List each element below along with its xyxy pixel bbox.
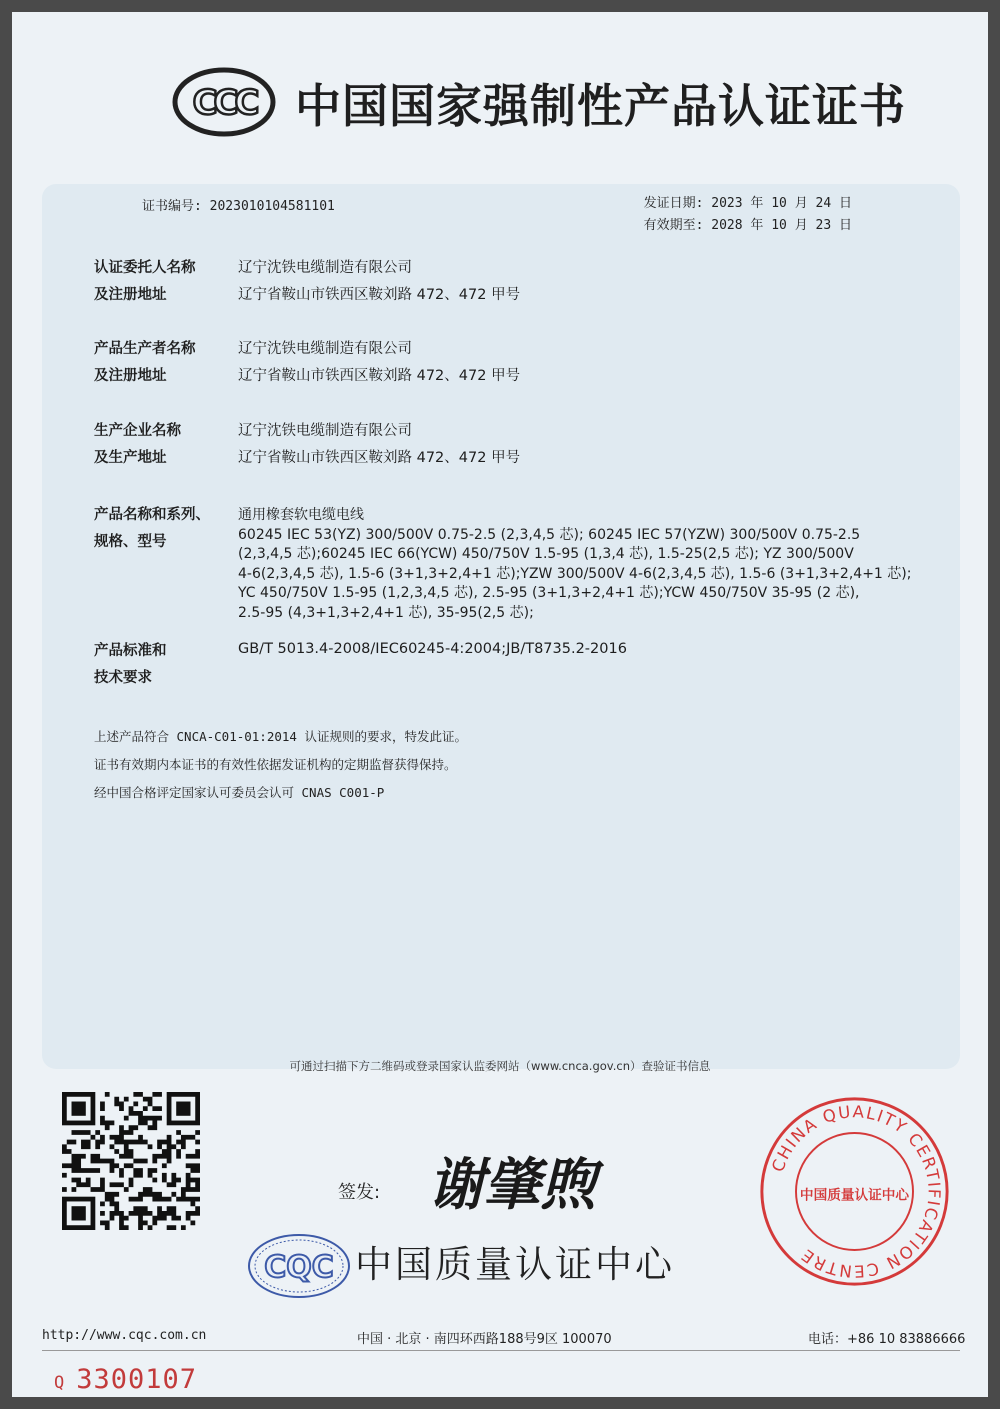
product-label-1: 产品名称和系列、 <box>94 507 210 523</box>
product-description <box>238 506 918 623</box>
factory-label-2: 及生产地址 <box>94 450 167 466</box>
manufacturer-label-1: 产品生产者名称 <box>94 341 196 357</box>
cqc-logo-text: CQC <box>264 1250 334 1285</box>
product-line: (2,3,4,5 芯);60245 IEC 66(YCW) 450/750V 1.5-95 (1,3,4 芯), 1.5-25(2,5 芯); YZ 300/500V <box>238 546 854 562</box>
certificate-dates <box>644 193 852 237</box>
seal-inner-text: 中国质量认证中心 <box>799 1187 910 1204</box>
factory-label-1: 生产企业名称 <box>94 423 181 439</box>
ccc-logo-text: CCC <box>192 83 256 123</box>
factory-address: 辽宁省鞍山市铁西区鞍刘路 472、472 甲号 <box>238 450 521 466</box>
footer-url[interactable]: http://www.cqc.com.cn <box>42 1328 207 1343</box>
serial-value: 3300107 <box>76 1364 198 1395</box>
certificate-page <box>12 12 988 1397</box>
product-line: YC 450/750V 1.5-95 (1,2,3,4,5 芯), 2.5-95 (3+1,3+2,4+1 芯);YCW 450/750V 35-95 (2 芯), <box>238 585 860 601</box>
footer-address: 中国 · 北京 · 南四环西路188号9区 100070 <box>357 1332 612 1347</box>
note-line: 经中国合格评定国家认可委员会认可 CNAS C001-P <box>94 785 385 800</box>
seal-outer-text: CHINA QUALITY CERTIFICATION CENTRE <box>768 1102 944 1281</box>
serial-prefix: Q <box>54 1373 65 1393</box>
applicant-label-2: 及注册地址 <box>94 287 167 303</box>
applicant-name: 辽宁沈铁电缆制造有限公司 <box>238 260 412 276</box>
ccc-logo-icon <box>172 67 276 137</box>
issue-date <box>644 193 852 215</box>
certificate-number-label: 证书编号: <box>142 199 202 214</box>
product-line: 4-6(2,3,4,5 芯), 1.5-6 (3+1,3+2,4+1 芯);YZW 300/500V 4-6(2,3,4,5 芯), 1.5-6 (3+1,3+2,4+1 芯); <box>238 565 912 582</box>
qr-code-icon[interactable] <box>62 1092 200 1230</box>
serial-number <box>54 1364 197 1395</box>
product-line: 60245 IEC 53(YZ) 300/500V 0.75-2.5 (2,3,4,5 芯); 60245 IEC 57(YZW) 300/500V 0.75-2.5 <box>238 526 861 543</box>
applicant-label-1: 认证委托人名称 <box>94 260 196 276</box>
note-line: 上述产品符合 CNCA-C01-01:2014 认证规则的要求，特发此证。 <box>94 729 467 744</box>
applicant-address: 辽宁省鞍山市铁西区鞍刘路 472、472 甲号 <box>238 287 521 303</box>
page-title: 中国国家强制性产品认证证书 <box>295 79 906 133</box>
footer-divider <box>42 1350 960 1351</box>
product-line: 通用橡套软电缆电线 <box>238 507 364 523</box>
verification-note: 可通过扫描下方二维码或登录国家认监委网站（www.cnca.gov.cn）查验证书信息 <box>289 1059 711 1073</box>
expiry-date <box>644 215 852 237</box>
note-line: 证书有效期内本证书的有效性依据发证机构的定期监督获得保持。 <box>94 757 457 772</box>
issue-date-value: 2023 年 10 月 24 日 <box>711 196 852 211</box>
expiry-date-label: 有效期至: <box>643 218 704 233</box>
manufacturer-label-2: 及注册地址 <box>94 368 167 384</box>
manufacturer-address: 辽宁省鞍山市铁西区鞍刘路 472、472 甲号 <box>238 368 521 384</box>
content-panel <box>42 184 960 1069</box>
standard-label-1: 产品标准和 <box>94 643 167 659</box>
certificate-notes <box>94 723 467 807</box>
issuer-name: 中国质量认证中心 <box>355 1243 675 1286</box>
standard-value: GB/T 5013.4-2008/IEC60245-4:2004;JB/T8735.2-2016 <box>238 641 627 657</box>
footer-phone: 电话：+86 10 83886666 <box>808 1332 966 1347</box>
standard-label-2: 技术要求 <box>94 670 152 686</box>
manufacturer-name: 辽宁沈铁电缆制造有限公司 <box>238 341 412 357</box>
factory-name: 辽宁沈铁电缆制造有限公司 <box>238 423 412 439</box>
certificate-number-value: 2023010104581101 <box>209 199 335 214</box>
certification-seal-icon <box>757 1094 952 1289</box>
product-label-2: 规格、型号 <box>94 534 167 550</box>
certificate-number <box>142 195 335 214</box>
signature-text: 谢肇煦 <box>428 1152 596 1218</box>
cqc-logo-icon <box>245 1232 353 1300</box>
issue-date-label: 发证日期: <box>643 196 704 211</box>
signature-image <box>412 1142 612 1222</box>
expiry-date-value: 2028 年 10 月 23 日 <box>711 218 852 233</box>
product-line: 2.5-95 (4,3+1,3+2,4+1 芯), 35-95(2,5 芯); <box>238 604 534 621</box>
sign-label: 签发: <box>338 1182 381 1203</box>
